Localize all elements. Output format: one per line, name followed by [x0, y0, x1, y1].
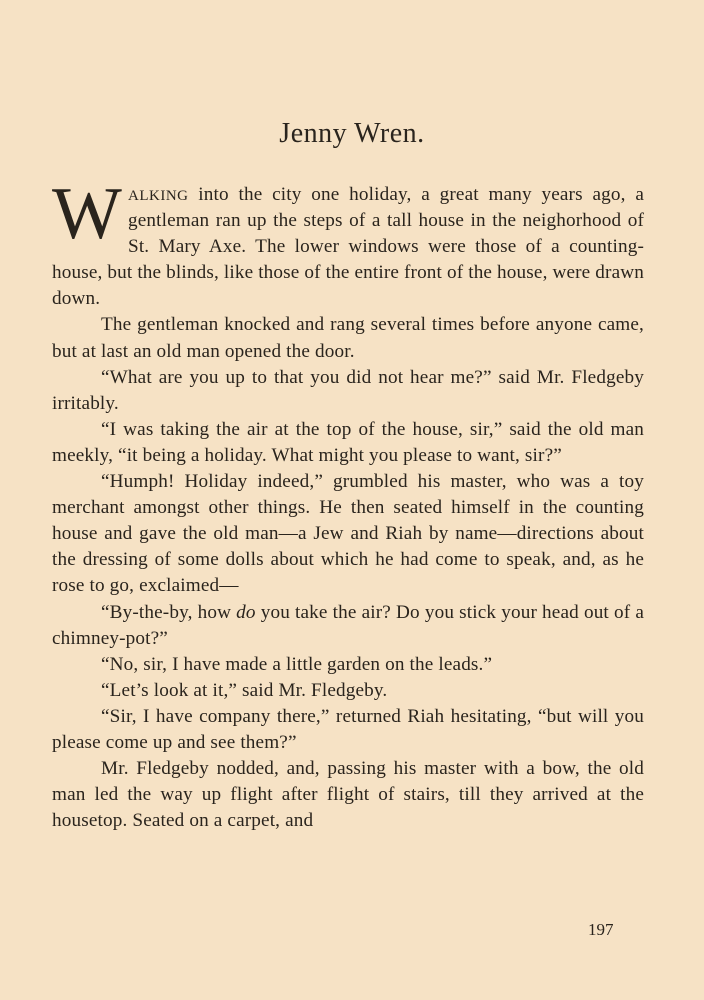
- paragraph-4: “I was taking the air at the top of the house, sir,” said the old man meekly, “it being a holiday. What might you please to want, sir?”: [52, 418, 644, 466]
- paragraph-10: Mr. Fledgeby nodded, and, passing his master with a bow, the old man led the way up flight after flight of stairs, till they arrived at the housetop. Seated on a carpet, and: [52, 758, 644, 832]
- opening-small-caps: alking: [128, 181, 189, 205]
- paragraph-6-before: “By-the-by, how: [101, 601, 237, 623]
- paragraph-6-after: you take the air? Do you stick your head out of a chimney-pot?”: [52, 601, 645, 649]
- paragraph-9: “Sir, I have company there,” returned Riah hesitating, “but will you please come up and see them?”: [52, 705, 644, 753]
- paragraph-2: The gentleman knocked and rang several times before anyone came, but at last an old man opened the door.: [52, 314, 644, 362]
- paragraph-1: [52, 173, 644, 312]
- paragraph-8: “Let’s look at it,” said Mr. Fledgeby.: [101, 679, 388, 701]
- paragraph-7: “No, sir, I have made a little garden on the leads.”: [101, 653, 493, 675]
- chapter-title: Jenny Wren.: [279, 118, 425, 149]
- page-number: 197: [588, 920, 614, 939]
- drop-cap: W: [52, 173, 122, 255]
- chapter-text: [52, 173, 645, 834]
- paragraph-6: [52, 600, 644, 652]
- paragraph-5: “Humph! Holiday indeed,” grumbled his master, who was a toy merchant amongst other things. He then seated himself in the counting house and gave the old man—a Jew and Riah by name—directions about the dressing of some dolls about which he had come to speak, and, as he rose to go, exclaimed—: [52, 471, 644, 597]
- paragraph-1-text: into the city one holiday, a great many years ago, a gentleman ran up the steps of a tall house in the neighorhood of St. Mary Axe. The lower windows were those of a counting-house, but the blinds, like those of the entire front of the house, were drawn down.: [52, 184, 644, 310]
- paragraph-3: “What are you up to that you did not hear me?” said Mr. Fledgeby irritably.: [52, 366, 644, 414]
- paragraph-6-emphasis: do: [236, 601, 256, 623]
